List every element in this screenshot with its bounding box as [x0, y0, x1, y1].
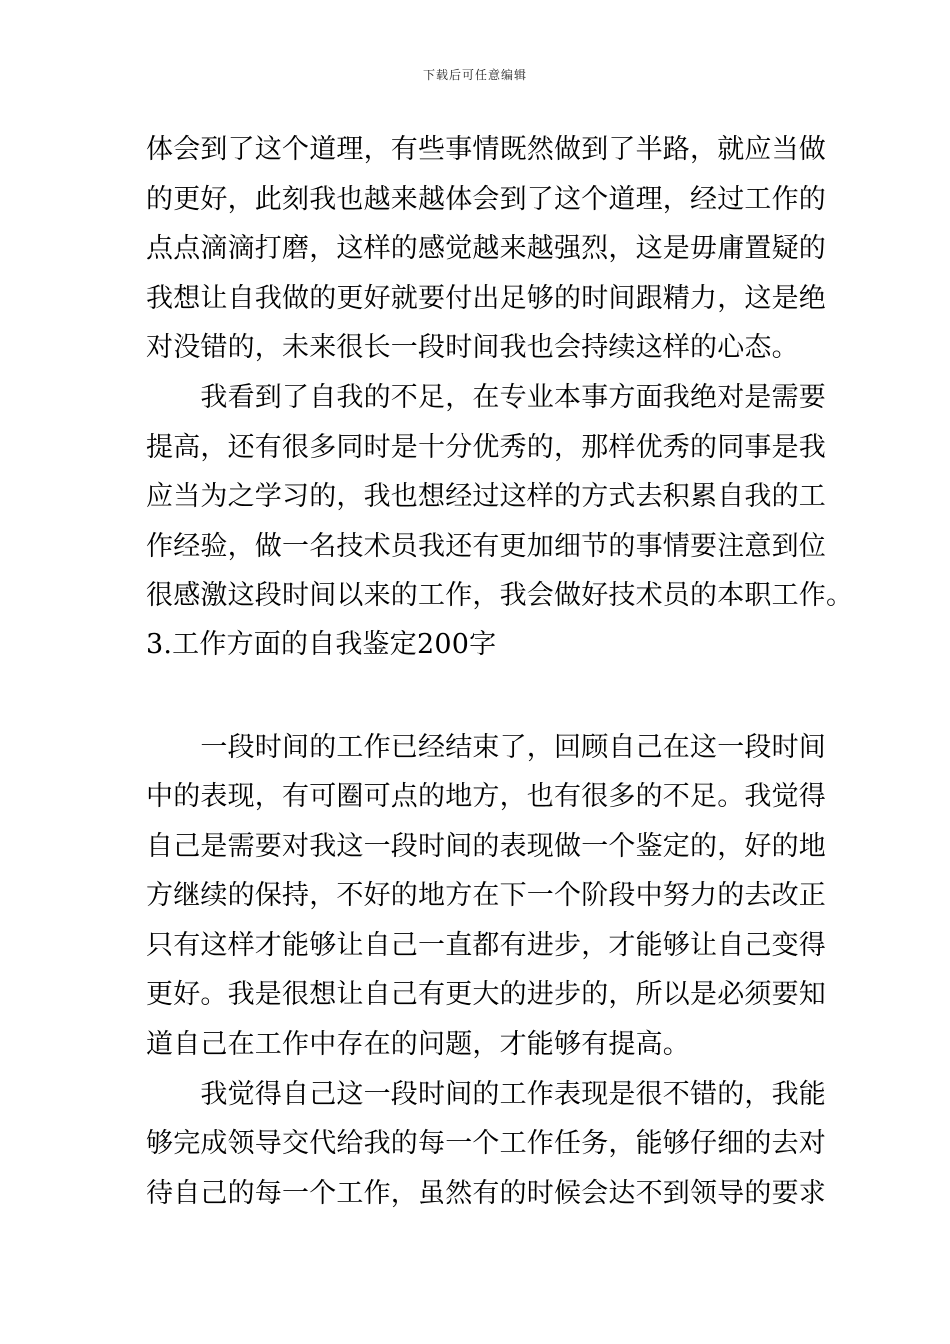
- body-line: 中的表现，有可圈可点的地方，也有很多的不足。我觉得: [146, 781, 826, 812]
- body-line: 自己是需要对我这一段时间的表现做一个鉴定的，好的地: [146, 831, 826, 862]
- body-line: 更好。我是很想让自己有更大的进步的，所以是必须要知: [146, 979, 826, 1010]
- body-line: 我觉得自己这一段时间的工作表现是很不错的，我能: [146, 1079, 826, 1110]
- body-line: 点点滴滴打磨，这样的感觉越来越强烈，这是毋庸置疑的: [146, 233, 826, 264]
- body-line: 一段时间的工作已经结束了，回顾自己在这一段时间: [146, 732, 826, 763]
- body-line: 道自己在工作中存在的问题，才能够有提高。: [146, 1029, 690, 1060]
- body-line: 应当为之学习的，我也想经过这样的方式去积累自我的工: [146, 481, 826, 512]
- body-line: 提高，还有很多同时是十分优秀的，那样优秀的同事是我: [146, 432, 826, 463]
- body-line: 方继续的保持，不好的地方在下一个阶段中努力的去改正: [146, 880, 826, 911]
- body-line: 体会到了这个道理，有些事情既然做到了半路，就应当做: [146, 134, 826, 165]
- body-line: 的更好，此刻我也越来越体会到了这个道理，经过工作的: [146, 184, 826, 215]
- body-line: 对没错的，未来很长一段时间我也会持续这样的心态。: [146, 332, 799, 363]
- section-heading: 3.工作方面的自我鉴定200字: [146, 629, 497, 660]
- body-line: 够完成领导交代给我的每一个工作任务，能够仔细的去对: [146, 1128, 826, 1159]
- page-header: 下载后可任意编辑: [422, 68, 527, 82]
- body-line: 待自己的每一个工作，虽然有的时候会达不到领导的要求: [146, 1178, 826, 1209]
- body-line: 只有这样才能够让自己一直都有进步，才能够让自己变得: [146, 930, 826, 961]
- body-line: 很感激这段时间以来的工作，我会做好技术员的本职工作。: [146, 580, 854, 611]
- body-line: 我想让自我做的更好就要付出足够的时间跟精力，这是绝: [146, 283, 826, 314]
- body-line: 作经验，做一名技术员我还有更加细节的事情要注意到位: [146, 531, 826, 562]
- body-line: 我看到了自我的不足，在专业本事方面我绝对是需要: [146, 382, 826, 413]
